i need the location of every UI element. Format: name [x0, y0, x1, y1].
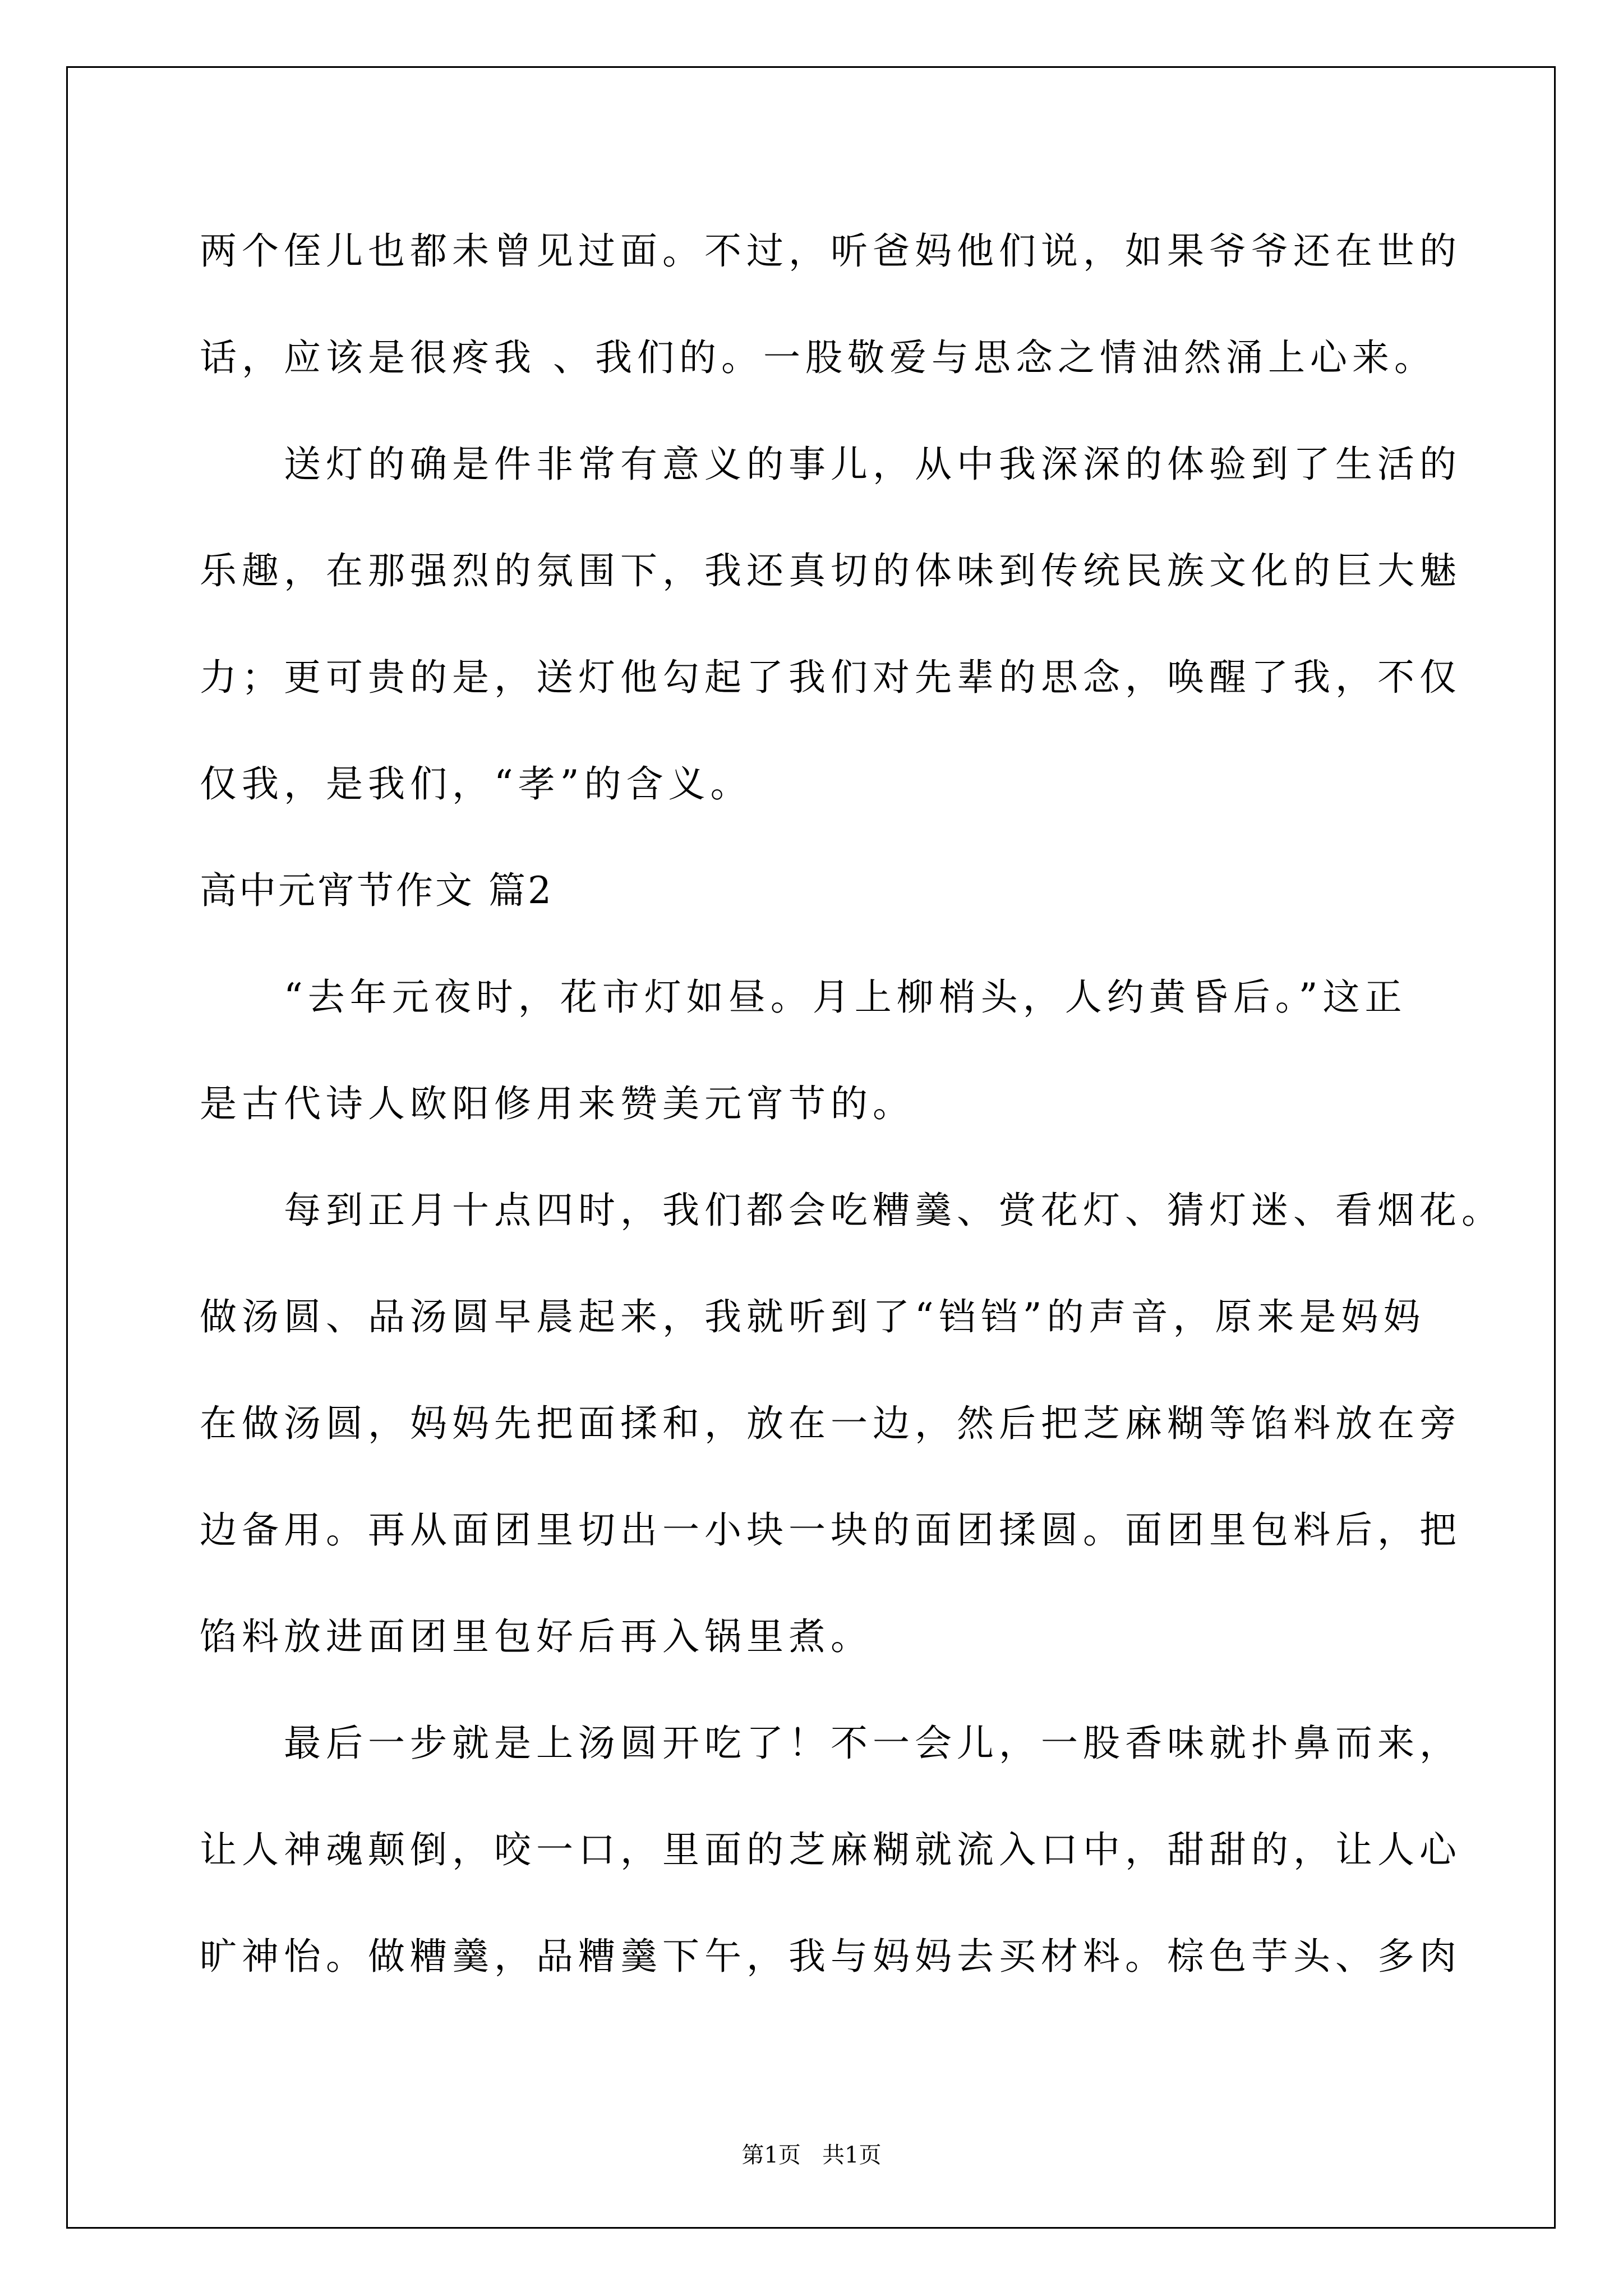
text-line: 边备用。再从面团里切出一小块一块的面团揉圆。面团里包料后，把 [200, 1508, 1461, 1552]
text-line: 话，应该是很疼我 、我们的。一股敬爱与思念之情油然涌上心来。 [200, 336, 1436, 379]
page-border [66, 66, 1556, 2229]
text-line: 两个侄儿也都未曾见过面。不过，听爸妈他们说，如果爷爷还在世的 [200, 229, 1461, 273]
text-line: 送灯的确是件非常有意义的事儿，从中我深深的体验到了生活的 [284, 443, 1461, 486]
text-line: 是古代诗人欧阳修用来赞美元宵节的。 [200, 1082, 915, 1125]
text-line: 让人神魂颠倒，咬一口，里面的芝麻糊就流入口中，甜甜的，让人心 [200, 1828, 1461, 1871]
page-footer: 第1页 共1页 [741, 2142, 882, 2168]
text-line: 每到正月十点四时，我们都会吃糟羹、赏花灯、猜灯迷、看烟花。 [284, 1189, 1504, 1232]
text-line: 在做汤圆，妈妈先把面揉和，放在一边，然后把芝麻糊等馅料放在旁 [200, 1402, 1461, 1445]
text-line: 旷神怡。做糟羹，品糟羹下午，我与妈妈去买材料。棕色芋头、多肉 [200, 1935, 1461, 1978]
section-heading: 高中元宵节作文 篇2 [200, 869, 554, 912]
text-line: 馅料放进面团里包好后再入锅里煮。 [200, 1615, 873, 1658]
text-line: 最后一步就是上汤圆开吃了！不一会儿，一股香味就扑鼻而来， [284, 1722, 1461, 1765]
text-line: 乐趣，在那强烈的氛围下，我还真切的体味到传统民族文化的巨大魅 [200, 549, 1461, 592]
text-line: “去年元夜时，花市灯如昼。月上柳梢头，人约黄昏后。”这正 [284, 976, 1407, 1019]
text-line: 力；更可贵的是，送灯他勾起了我们对先辈的思念，唤醒了我，不仅 [200, 656, 1461, 699]
text-line: 做汤圆、品汤圆早晨起来，我就听到了“铛铛”的声音，原来是妈妈 [200, 1295, 1426, 1338]
text-line: 仅我，是我们，“孝”的含义。 [200, 762, 753, 806]
